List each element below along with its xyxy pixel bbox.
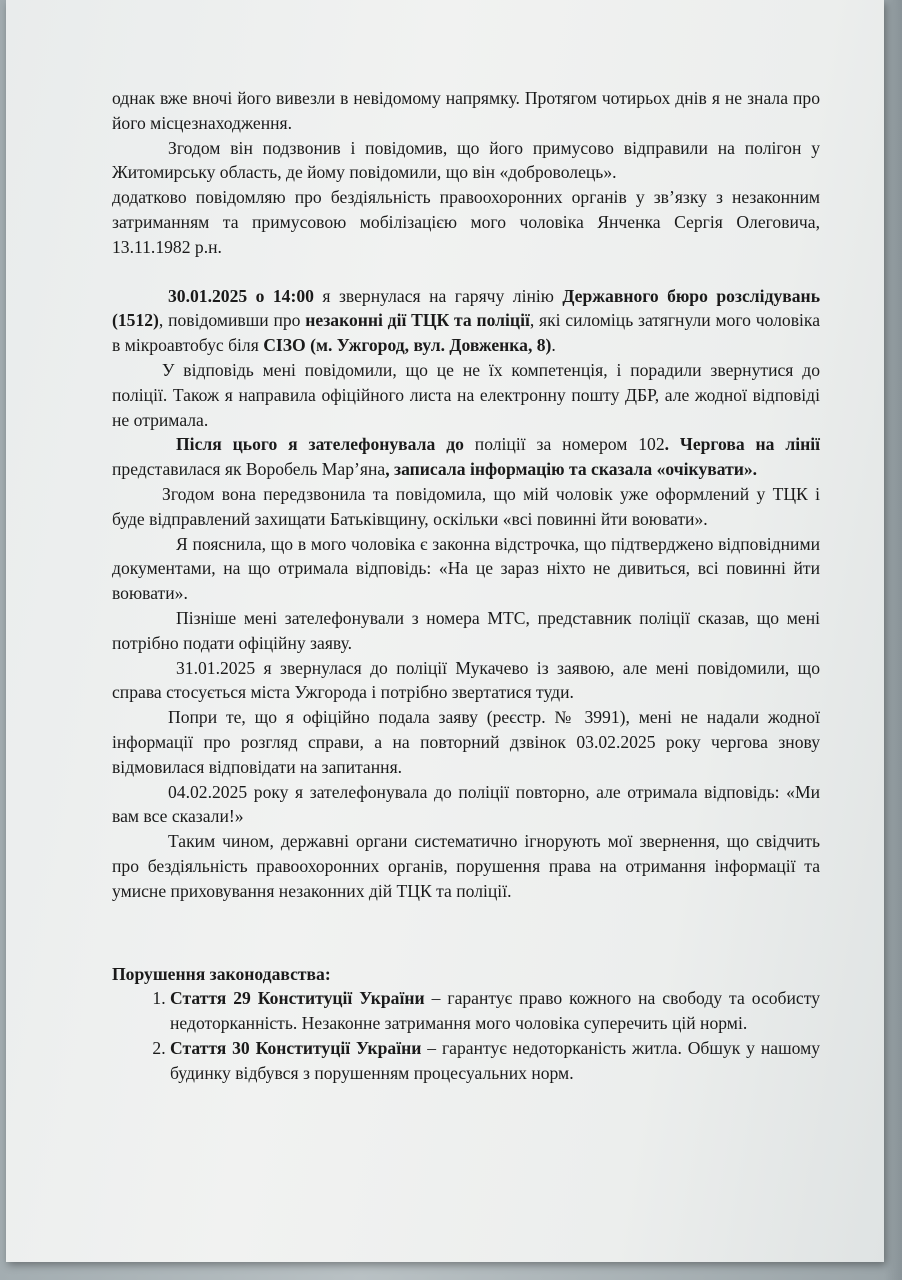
text-span: , які силоміць затягнули мого чоловіка в мікроавтобус біля (112, 310, 820, 356)
text-span: я звернулася на гарячу лінію (313, 285, 563, 306)
text-span: , повідомивши про (158, 310, 306, 331)
article-title: Стаття 29 Конституції України (170, 988, 425, 1009)
article-text: – гарантує недоторканість житла. Обшук у нашому будинку відбувся з порушенням процесуальних норм. (170, 1037, 821, 1083)
paragraph-11: Попри те, що я офіційно подала заяву (реєстр. № 3991), мені не надали жодної інформації про розгляд справи, а на повторний дзвінок 03.02.2025 року чергова знову відмовилася відповідати на запитання. (112, 707, 820, 777)
text-span: поліції за номером 102 (463, 434, 665, 455)
document-body (112, 86, 820, 1085)
paragraph-4 (112, 284, 820, 358)
paragraph-13: Таким чином, державні органи систематично ігнорують мої звернення, що свідчить про бездіяльність правоохоронних органів, порушення права на отримання інформації та умисне приховування незаконних дій ТЦК та поліції. (112, 831, 820, 901)
list-item (170, 986, 820, 1036)
paragraph-7: Згодом вона передзвонила та повідомила, що мій чоловік уже оформлений у ТЦК і буде відправлений захищати Батьківщину, оскільки «всі повинні йти воювати». (112, 483, 820, 529)
violations-list (112, 986, 820, 1085)
paper-sheet (6, 0, 884, 1262)
list-item (170, 1036, 820, 1086)
text-span: представилася як Воробель Мар’яна (112, 459, 386, 480)
bold-span: . Чергова на лінії (664, 434, 820, 455)
dbr-name: Державного бюро розслідувань (1512) (112, 285, 821, 331)
illegal-actions: незаконні дії ТЦК та поліції (305, 310, 530, 331)
paragraph-8: Я пояснила, що в мого чоловіка є законна відстрочка, що підтверджено відповідними документами, на що отримала відповідь: «На це зараз ніхто не дивиться, всі повинні йти воювати». (112, 533, 820, 604)
paragraph-1: однак вже вночі його вивезли в невідомому напрямку. Протягом чотирьох днів я не знала про його місцезнаходження. (112, 88, 820, 133)
spacer (112, 260, 820, 284)
spacer (112, 904, 820, 962)
sizo-address: СІЗО (м. Ужгород, вул. Довженка, 8) (263, 335, 552, 356)
bold-span: Після цього я зателефонувала до (176, 434, 464, 455)
section-heading: Порушення законодавства: (112, 963, 331, 984)
paragraph-3: додатково повідомляю про бездіяльність правоохоронних органів у зв’язку з незаконним затриманням та примусовою мобілізацією мого чоловіка Янченка Сергія Олеговича, 13.11.1982 р.н. (112, 187, 820, 257)
text-span: . (551, 335, 556, 356)
paragraph-2: Згодом він подзвонив і повідомив, що його примусово відправили на полігон у Житомирську область, де йому повідомили, що він «доброволець». (112, 137, 820, 183)
article-title: Стаття 30 Конституції України (170, 1037, 422, 1058)
paragraph-9: Пізніше мені зателефонували з номера МТС, представник поліції сказав, що мені потрібно подати офіційну заяву. (112, 607, 820, 653)
paragraph-12: 04.02.2025 року я зателефонувала до поліції повторно, але отримала відповідь: «Ми вам все сказали!» (112, 781, 820, 827)
date-time: 30.01.2025 о 14:00 (168, 285, 314, 306)
article-text: – гарантує право кожного на свободу та особисту недоторканність. Незаконне затримання мого чоловіка суперечить цій нормі. (170, 988, 820, 1034)
edge-shadow (884, 0, 902, 1280)
paragraph-5: У відповідь мені повідомили, що це не їх компетенція, і порадили звернутися до поліції. Також я направила офіційного листа на електронну пошту ДБР, але жодної відповіді не отримала. (112, 359, 820, 430)
paragraph-6 (112, 432, 820, 482)
paragraph-10: 31.01.2025 я звернулася до поліції Мукачево із заявою, але мені повідомили, що справа стосується міста Ужгорода і потрібно звертатися туди. (112, 657, 820, 703)
bold-span: , записала інформацію та сказала «очікувати». (385, 459, 758, 480)
